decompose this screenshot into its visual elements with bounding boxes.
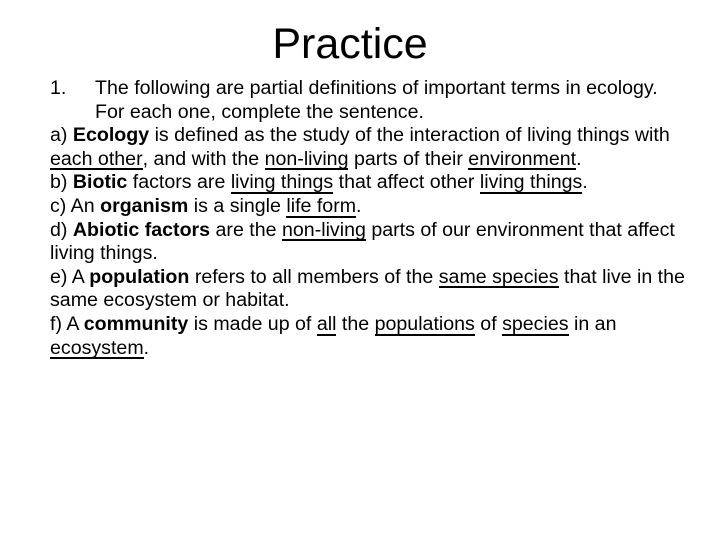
question-intro xyxy=(50,77,690,124)
definition-text: are the xyxy=(215,218,277,241)
definition-text: . xyxy=(143,336,150,359)
definition-text: in an xyxy=(573,312,617,335)
definition-a xyxy=(50,124,690,171)
definition-text: parts of our environment that affect living things. xyxy=(50,218,675,265)
definition-text: . xyxy=(582,171,588,194)
blank-answer-all: all xyxy=(316,312,337,335)
term-abiotic-factors: Abiotic factors xyxy=(72,218,211,241)
definition-text: that live in the same ecosystem or habitat. xyxy=(50,265,685,312)
definition-label: a) xyxy=(50,124,68,147)
blank-answer-same-species: same species xyxy=(438,265,559,288)
definition-text: . xyxy=(576,147,582,170)
definition-b xyxy=(50,171,690,195)
term-community: community xyxy=(83,312,189,335)
blank-answer-living-things-2: living things xyxy=(479,171,583,194)
definition-text: parts of their xyxy=(353,147,463,170)
term-population: population xyxy=(89,265,190,288)
slide-body xyxy=(50,77,690,360)
definition-d xyxy=(50,219,690,266)
definition-label: e) A xyxy=(50,265,84,288)
definition-text: is a single xyxy=(193,194,281,217)
blank-answer-environment: environment xyxy=(468,147,577,170)
definition-text: , and with the xyxy=(142,147,260,170)
definition-label: d) xyxy=(50,218,68,241)
question-instructions: The following are partial definitions of important terms in ecology. For each one, complete the sentence. xyxy=(95,77,658,123)
term-organism: organism xyxy=(100,194,189,217)
definition-text: that affect other xyxy=(338,171,475,194)
definition-text: is made up of xyxy=(193,312,312,335)
blank-answer-living-things: living things xyxy=(230,171,334,194)
blank-answer-populations: populations xyxy=(374,312,475,335)
definition-e xyxy=(50,266,690,313)
term-biotic: Biotic xyxy=(72,171,128,194)
term-ecology: Ecology xyxy=(72,124,150,147)
blank-answer-species: species xyxy=(502,312,569,335)
question-number: 1. xyxy=(50,77,67,99)
definition-label: c) An xyxy=(50,194,95,217)
definition-label: b) xyxy=(50,171,68,194)
definition-text: the xyxy=(341,312,370,335)
definition-text: factors are xyxy=(132,171,226,194)
definition-text: . xyxy=(356,194,362,217)
definition-text: is defined as the study of the interaction of living things with xyxy=(154,124,670,147)
blank-answer-non-living: non-living xyxy=(264,147,349,170)
definition-f xyxy=(50,313,690,360)
blank-answer-life-form: life form xyxy=(286,194,357,217)
blank-answer-non-living-2: non-living xyxy=(282,218,366,241)
blank-answer-ecosystem: ecosystem xyxy=(50,336,144,359)
slide-title: Practice xyxy=(272,20,428,68)
definition-text: of xyxy=(480,312,497,335)
definition-c xyxy=(50,195,690,219)
definition-label: f) A xyxy=(50,312,79,335)
definition-text: refers to all members of the xyxy=(194,265,434,288)
blank-answer-each-other: each other xyxy=(50,147,143,170)
